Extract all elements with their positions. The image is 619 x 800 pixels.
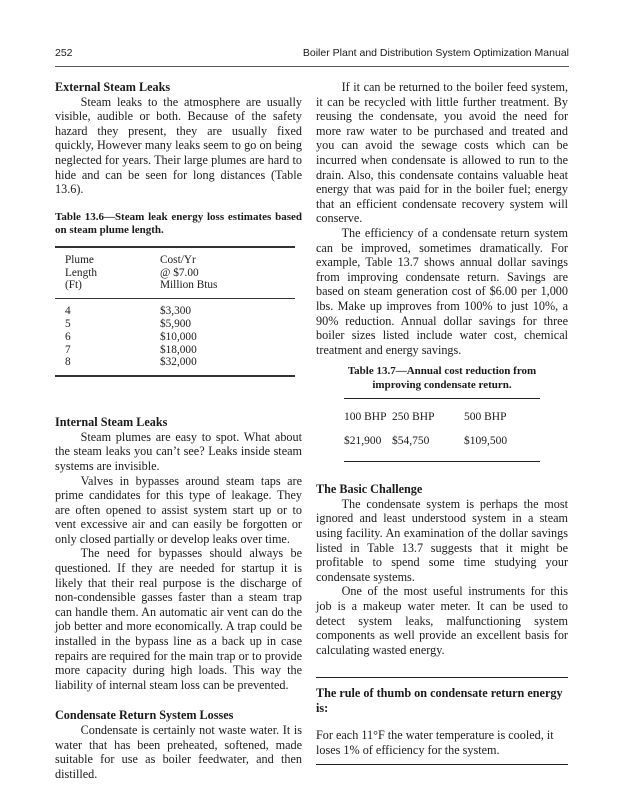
table-row: $21,900 $54,750 $109,500 [344,434,508,447]
paragraph: The condensate system is perhaps the most ignored and least understood system in a steam using facility. An examination of the dollar savings listed in Table 13.7 suggests that it might be profitable to spend some time studying your condensate systems. [316,496,568,584]
table-row: 7 $18,000 [65,343,197,356]
table-13-6 [55,246,295,377]
table-row: 5 $5,900 [65,317,192,330]
table-header-row: 100 BHP 250 BHP 500 BHP [344,410,507,423]
column-header-plume-length: Plume Length (Ft) [55,247,160,299]
section-heading-external-steam-leaks: External Steam Leaks [55,80,171,94]
page-header [55,47,569,63]
running-title: Boiler Plant and Distribution System Optimization Manual [302,47,569,59]
paragraph: The need for bypasses should always be questioned. If they are needed for startup it is likely that their real purpose is the discharge of non-condensible gasses faster than a steam trap can handle them. An automatic air vent can do the job better and more economically. A trap could be installed in the bypass line as a back up in case repairs are required for the main trap or to provide more capacity during high loads. This way the liability of internal steam loss can be prevented. [55,546,302,692]
rule-of-thumb-box [316,677,568,764]
table-row: 8 $32,000 [55,356,295,376]
table-row: 4 $3,300 [65,305,192,318]
right-column [316,80,568,765]
section-heading-condensate-return-losses: Condensate Return System Losses [55,708,234,723]
table-13-6-caption: Table 13.6—Steam leak energy loss estimates based on steam plume length. [55,210,302,237]
section-heading-internal-steam-leaks: Internal Steam Leaks [55,415,168,430]
paragraph: One of the most useful instruments for this job is a makeup water meter. It can be used to detect system leaks, malfunctioning system components as well provide an excellent basis for calculating wasted energy. [316,584,568,657]
paragraph: If it can be returned to the boiler feed system, it can be recycled with little further treatment. By reusing the condensate, you avoid the need for more raw water to be purchased and treated and you can avoid the sewage costs which can be incurred when condensate is allowed to run to the drain. Also, this condensate contains valuable heat energy that was paid for in the boiler fuel; energy that an efficient condensate recovery system will conserve. [316,80,568,226]
page-number: 252 [55,47,73,59]
rule-of-thumb-heading: The rule of thumb on condensate return energy is: [316,686,563,716]
section-heading-basic-challenge: The Basic Challenge [316,482,423,497]
table-13-7-caption: Table 13.7—Annual cost reduction from improving condensate return. [347,365,537,391]
header-divider [55,66,569,67]
paragraph: The efficiency of a condensate return system can be improved, sometimes dramatically. For example, Table 13.7 shows annual dollar savings from improving condensate return. Savings are based on steam generation cost of $6.00 per 1,000 lbs. Make up improves from 100% to just 10%, a 90% reduction. Annual dollar savings for three boiler sizes listed include water cost, chemical treatment and energy savings. [316,225,568,357]
paragraph: Condensate is certainly not waste water. It is water that has been preheated, softened, made suitable for use as boiler feedwater, and then distilled. [55,723,302,781]
rule-of-thumb-text: For each 11°F the water temperature is cooled, it loses 1% of efficiency for the system. [316,728,554,757]
table-row: 6 $10,000 [65,330,197,343]
paragraph: Steam plumes are easy to spot. What about the steam leaks you can’t see? Leaks inside steam systems are invisible. [55,429,302,473]
column-header-cost: Cost/Yr @ $7.00 Million Btus [160,247,295,299]
paragraph: Steam leaks to the atmosphere are usually visible, audible or both. Because of the safety hazard they present, they are usually fixed quickly, However many leaks seem to go on being neglected for years. Their large plumes are hard to hide and can be seen for long distances (Table 13.6). [55,94,302,197]
left-column [55,80,302,781]
table-13-7 [344,398,540,462]
paragraph: Valves in bypasses around steam taps are prime candidates for this type of leakage. They are often opened to assist system start up or to vent excessive air and can easily be forgotten or only closed partially or develop leaks over time. [55,473,302,546]
